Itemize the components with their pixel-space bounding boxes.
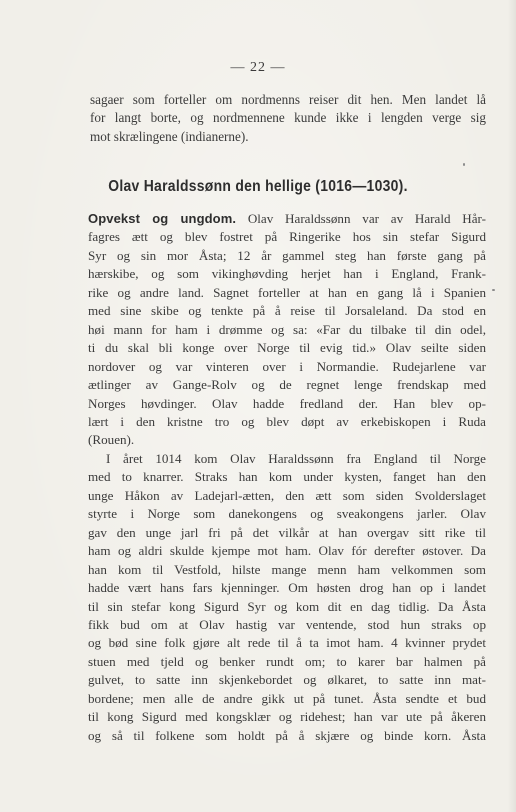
- text-line: rike og andre land. Sagnet forteller at han en gang lå i Spanien: [88, 284, 486, 300]
- text-line: ætlinger av Gange-Rolv og de regnet lenge frendskap med: [88, 377, 486, 393]
- text-line: fikk bud om at Olav hastig var ventende, stod hun straks op: [88, 616, 486, 632]
- text-line: (Rouen).: [88, 432, 135, 448]
- intro-paragraph: [90, 91, 486, 146]
- text-line: hadde vært hans fars kjenninger. Om høsten drog han op i landet: [88, 580, 486, 596]
- text-line: fagres ætt og blev fostret på Ringerike hos sin stefar Sigurd: [88, 229, 486, 245]
- text-line: hærskibe, og som vikinghøvding herjet han i England, Frank-: [88, 266, 486, 282]
- text-line: lært i den kristne tro og blev døpt av erkebiskopen i Ruda: [88, 413, 486, 429]
- text-line: Syr og sin mor Åsta; 12 år gammel steg han første gang på: [88, 247, 486, 263]
- text-line: bordene; men alle de andre gikk ut på tunet. Åsta sendte et bud: [88, 690, 486, 706]
- text-line: styrte i Norge som danekongens og sveakongens jarler. Olav: [88, 506, 486, 522]
- text-line: til kong Sigurd med kongsklær og ridehest; han var ute på åkeren: [88, 709, 486, 725]
- paragraph-first-line-text: Olav Haraldssønn var av Harald Hår-: [236, 211, 486, 226]
- paper-speck: [492, 289, 495, 291]
- text-line: til sin stefar kong Sigurd Syr og kom dit en dag tidlig. Da Åsta: [88, 598, 486, 614]
- text-line: ham og aldri skulde kjempe mot ham. Olav fór derefter østover. Da: [88, 543, 486, 559]
- section-title: Opvekst og ungdom.: [88, 211, 237, 226]
- text-line: I året 1014 kom Olav Haraldssønn fra England til Norge: [106, 450, 486, 466]
- page-number: — 22 —: [230, 60, 286, 75]
- text-line: unge Håkon av Ladejarl-ætten, den ætt som siden Svolderslaget: [88, 487, 486, 503]
- text-line: stuen med tjeld og benker rundt om; to karer bar halmen på: [88, 653, 486, 669]
- page-edge-shadow: [508, 0, 516, 812]
- text-line: og så til folkene som holdt på å skjære og binde korn. Åsta: [88, 727, 486, 743]
- text-line: ti du skal bli konge over Norge til evig tid.» Olav seilte siden: [88, 340, 486, 356]
- text-line: han kom til Vestfold, hilste mange menn ham velkommen som: [88, 561, 486, 577]
- paper-speck: [463, 163, 465, 166]
- text-line: med to knarrer. Straks han kom under kysten, fanget han den: [88, 469, 486, 485]
- paragraph-first-line: [88, 210, 486, 228]
- text-line: for langt borte, og nordmennene kunde ikke i lengden verge sig: [90, 110, 486, 126]
- text-line: sagaer som forteller om nordmenns reiser dit hen. Men landet lå: [90, 92, 486, 107]
- chapter-body: [88, 210, 486, 745]
- chapter-heading: Olav Haraldssønn den hellige (1016—1030).: [108, 178, 408, 195]
- text-line: mot skrælingene (indianerne).: [90, 128, 249, 144]
- text-line: og bød sine folk gjøre alt rede til å ta imot ham. 4 kvinner prydet: [88, 635, 486, 651]
- text-line: nordover og var vinteren over i Normandie. Rudejarlene var: [88, 358, 486, 374]
- text-line: gulvet, to satte inn skjenkebordet og ølkaret, to satte inn mat-: [88, 672, 486, 688]
- text-line: gav den unge jarl fri på det vilkår at han overgav sitt rike til: [88, 524, 486, 540]
- text-line: med sine skibe og tenkte på å reise til Jorsaleland. Da stod en: [88, 303, 486, 319]
- text-line: Norges høvdinger. Olav hadde fredland der. Han blev op-: [88, 395, 486, 411]
- text-line: høi mann for ham i drømme og sa: «Far du tilbake til din odel,: [88, 321, 486, 337]
